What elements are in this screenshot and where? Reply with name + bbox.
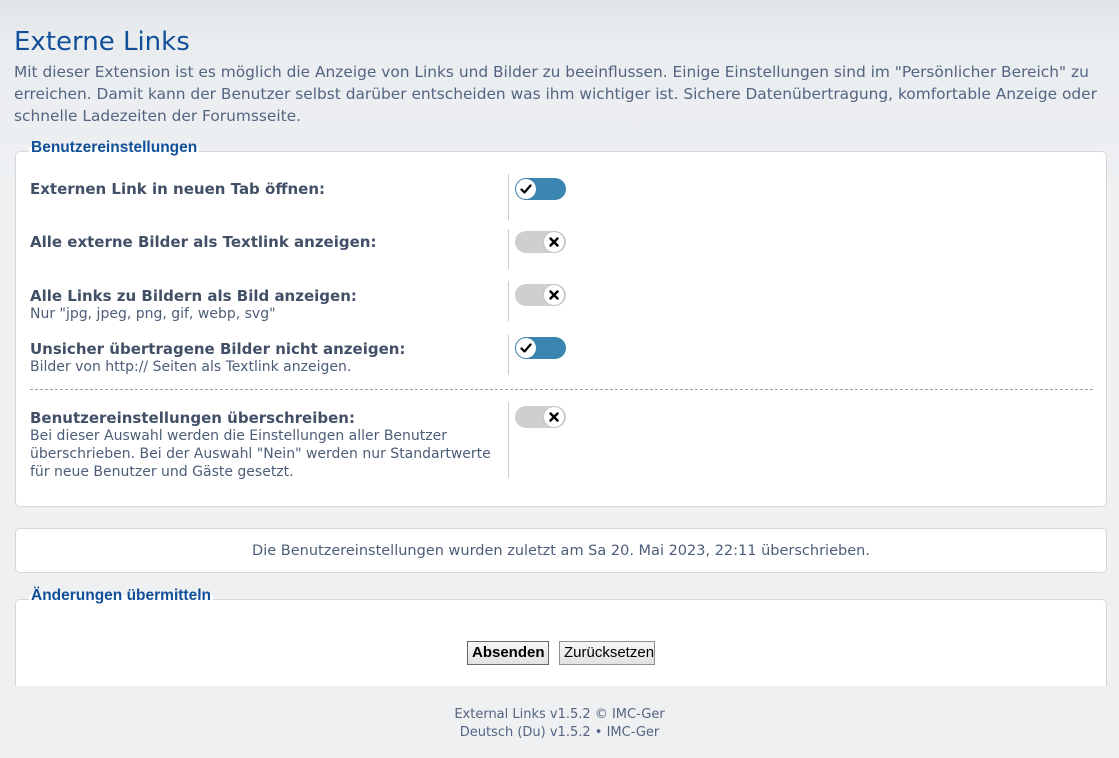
footer-language-version: Deutsch (Du) v1.5.2 • IMC-Ger: [459, 725, 660, 740]
close-icon: [548, 289, 560, 301]
row-divider: [508, 281, 509, 321]
setting-label: Alle Links zu Bildern als Bild anzeigen:: [30, 287, 357, 305]
setting-hint: Bilder von http:// Seiten als Textlink anzeigen.: [30, 359, 352, 375]
setting-row-override: [16, 409, 1106, 481]
close-icon: [548, 411, 560, 423]
submit-legend: Änderungen übermitteln: [31, 587, 211, 604]
toggle-knob: [516, 338, 536, 358]
setting-row-images-textlink: [16, 233, 1106, 273]
toggle-knob: [544, 285, 564, 305]
toggle-images-textlink[interactable]: [515, 231, 566, 253]
setting-label: Alle externe Bilder als Textlink anzeigen:: [30, 233, 377, 251]
toggle-override[interactable]: [515, 406, 566, 428]
footer-extension-version: External Links v1.5.2 © IMC-Ger: [454, 707, 665, 722]
close-icon: [548, 236, 560, 248]
override-notice: Die Benutzereinstellungen wurden zuletzt am Sa 20. Mai 2023, 22:11 überschrieben.: [15, 528, 1107, 573]
toggle-links-as-image[interactable]: [515, 284, 566, 306]
page-title: Externe Links: [14, 27, 190, 57]
setting-row-insecure-images: [16, 340, 1106, 380]
setting-label: Unsicher übertragene Bilder nicht anzeigen:: [30, 340, 406, 358]
row-divider: [508, 174, 509, 220]
setting-label: Benutzereinstellungen überschreiben:: [30, 409, 355, 427]
toggle-knob: [544, 232, 564, 252]
page-description: Mit dieser Extension ist es möglich die Anzeige von Links und Bilder zu beeinflussen. Einige Einstellungen sind im "Persönlicher Bereich" zu erreichen. Damit kann der Benutzer selbst darüber entscheiden was ihm wichtiger ist. Sichere Datenübertragung, komfortable Anzeige oder schnelle Ladezeiten der Forumsseite.: [14, 63, 1097, 125]
section-separator: [30, 389, 1093, 390]
user-settings-fieldset: [15, 139, 1107, 507]
check-icon: [520, 183, 532, 195]
toggle-new-tab[interactable]: [515, 178, 566, 200]
toggle-insecure-images[interactable]: [515, 337, 566, 359]
row-divider: [508, 335, 509, 375]
user-settings-legend: Benutzereinstellungen: [31, 139, 198, 156]
submit-button[interactable]: Absenden: [467, 641, 549, 665]
setting-hint: Bei dieser Auswahl werden die Einstellungen aller Benutzer überschrieben. Bei der Auswahl "Nein" werden nur Standartwerte für neue Benutzer und Gäste gesetzt.: [30, 428, 491, 480]
reset-button[interactable]: Zurücksetzen: [559, 641, 655, 665]
toggle-knob: [544, 407, 564, 427]
setting-hint: Nur "jpg, jpeg, png, gif, webp, svg": [30, 306, 276, 322]
row-divider: [508, 229, 509, 269]
check-icon: [520, 342, 532, 354]
row-divider: [508, 402, 509, 478]
setting-row-new-tab: [16, 180, 1106, 220]
setting-row-links-as-image: [16, 287, 1106, 327]
toggle-knob: [516, 179, 536, 199]
setting-label: Externen Link in neuen Tab öffnen:: [30, 180, 326, 198]
